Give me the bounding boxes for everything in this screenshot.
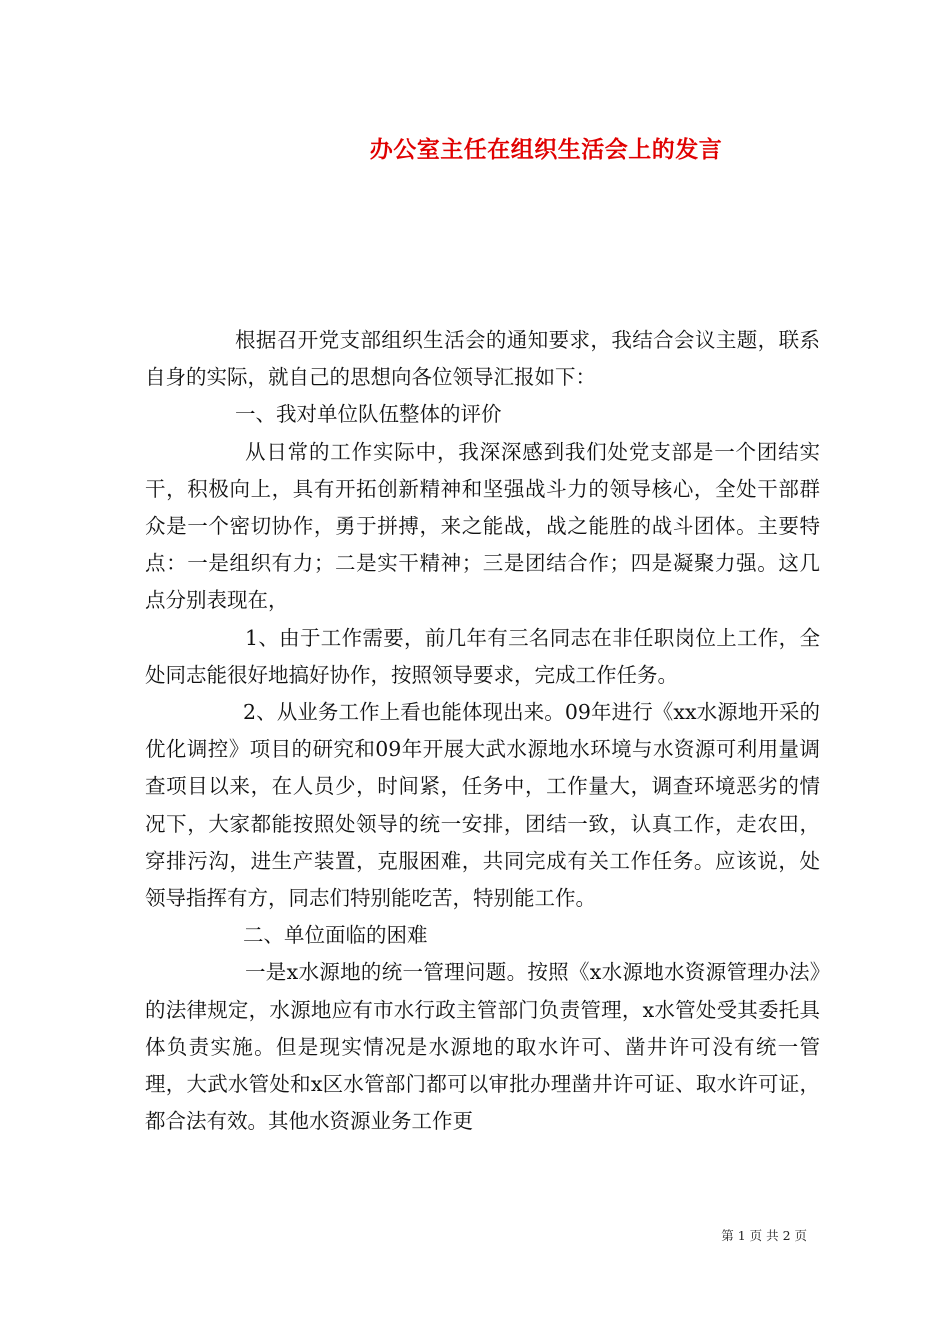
paragraph-difficulty-1: 一是x水源地的统一管理问题。按照《x水源地水资源管理办法》的法律规定，水源地应有市水行政主管部门负责管理，x水管处受其委托具体负责实施。但是现实情况是水源地的取水许可、凿井许可没有统一管理，大武水管处和x区水管部门都可以审批办理凿井许可证、取水许可证，都合法有效。其他水资源业务工作更 — [145, 960, 820, 1134]
paragraph-item-2: 2、从业务工作上看也能体现出来。09年进行《xx水源地开采的优化调控》项目的研究和09年开展大武水源地水环境与水资源可利用量调查项目以来，在人员少，时间紧，任务中，工作量大，调查环境恶劣的情况下，大家都能按照处领导的统一安排，团结一致，认真工作，走农田，穿排污沟，进生产装置，克服困难，共同完成有关工作任务。应该说，处领导指挥有方，同志们特别能吃苦，特别能工作。 — [145, 700, 820, 911]
page-number-footer: 第 1 页 共 2 页 — [721, 1228, 807, 1243]
section-heading-1: 一、我对单位队伍整体的评价 — [235, 402, 502, 427]
section-heading-2: 二、单位面临的困难 — [243, 923, 428, 948]
document-title: 办公室主任在组织生活会上的发言 — [369, 136, 723, 163]
paragraph-item-1: 1、由于工作需要，前几年有三名同志在非任职岗位上工作，全处同志能很好地搞好协作，按照领导要求，完成工作任务。 — [145, 625, 820, 687]
paragraph-evaluation: 从日常的工作实际中，我深深感到我们处党支部是一个团结实干，积极向上，具有开拓创新精神和坚强战斗力的领导核心，全处干部群众是一个密切协作，勇于拼搏，来之能战，战之能胜的战斗团体。主要特点：一是组织有力；二是实干精神；三是团结合作；四是凝聚力强。这几点分别表现在， — [145, 439, 820, 613]
paragraph-intro: 根据召开党支部组织生活会的通知要求，我结合会议主题，联系自身的实际，就自己的思想向各位领导汇报如下： — [145, 328, 820, 390]
document-body — [145, 322, 820, 1140]
